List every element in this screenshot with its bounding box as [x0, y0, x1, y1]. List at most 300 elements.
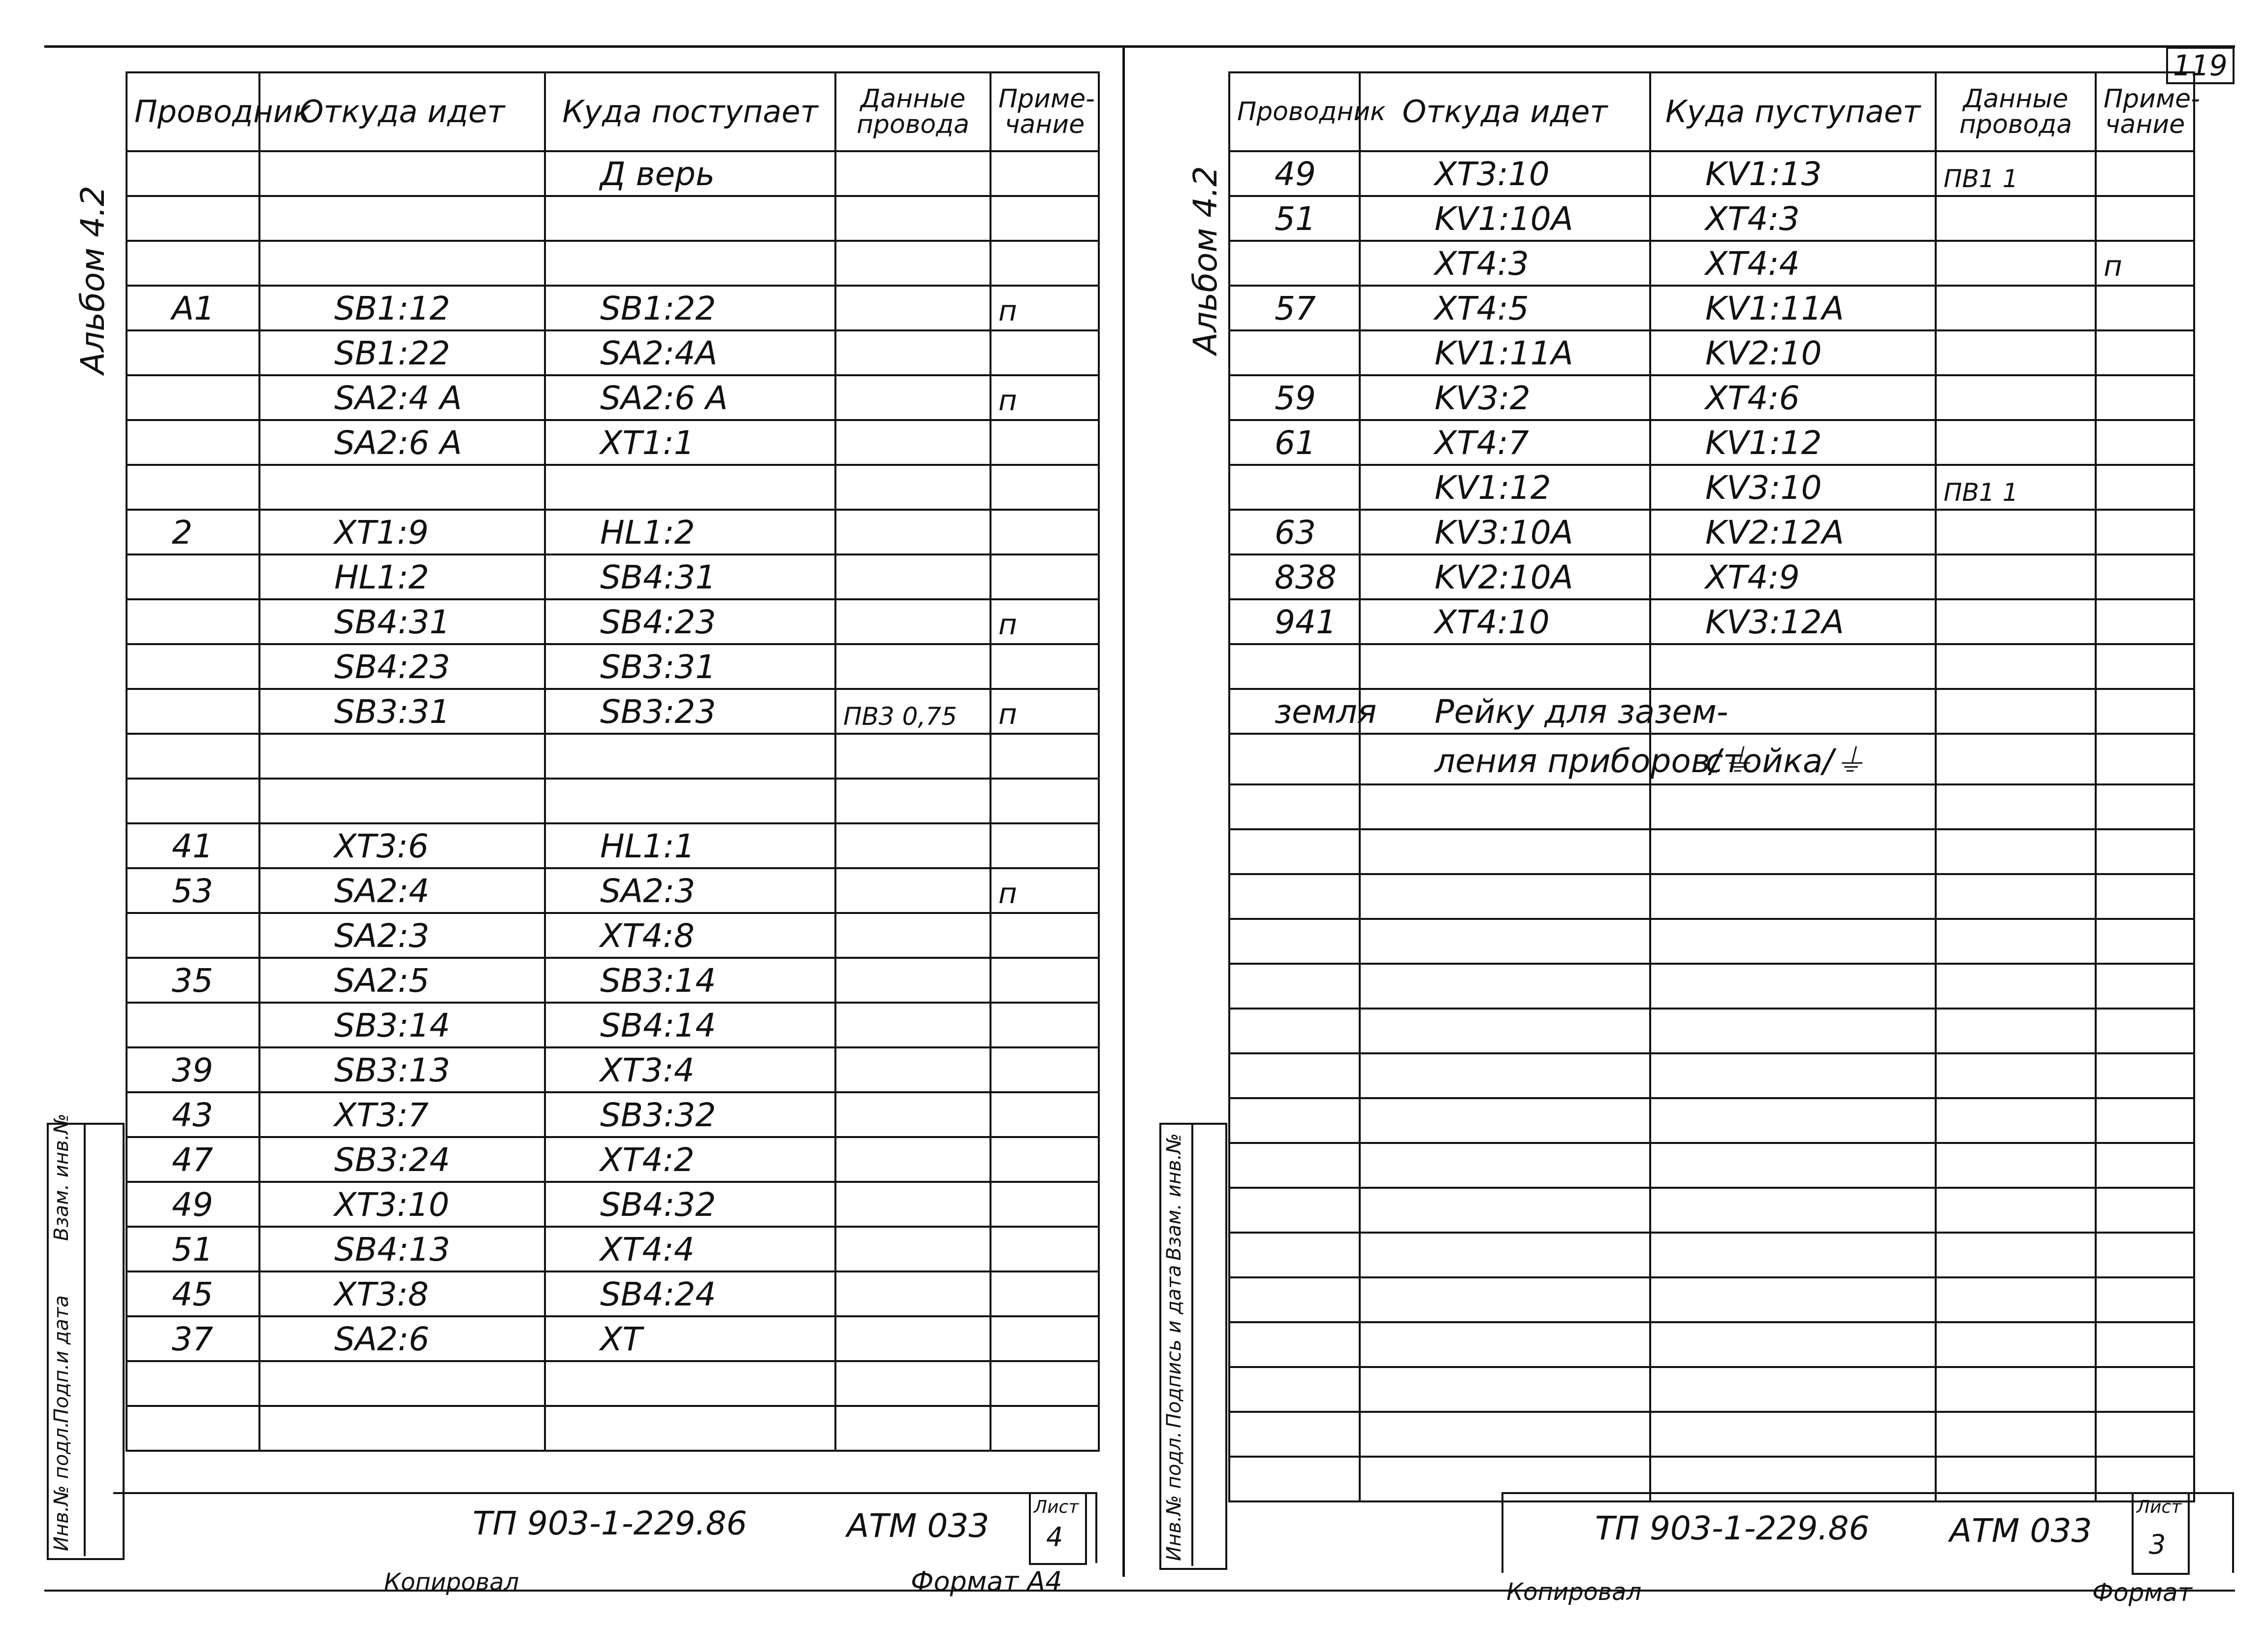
cell-wire-data [1936, 784, 2096, 829]
cell-to: XT1:1 [545, 420, 835, 465]
left-copied-label: Копировал [384, 1568, 519, 1596]
cell-wire-data [835, 1137, 990, 1182]
cell-conductor [127, 1003, 259, 1047]
table-row [127, 779, 1099, 823]
table-row [1229, 286, 2194, 330]
cell-from: XT3:7 [259, 1092, 545, 1137]
table-row [1229, 241, 2194, 286]
cell-conductor [127, 689, 259, 734]
cell-wire-data [835, 554, 990, 599]
table-row [1229, 1412, 2194, 1457]
cell-wire-data [1936, 599, 2096, 644]
cell-conductor [1229, 644, 1360, 689]
cell-wire-data [1936, 1098, 2096, 1143]
header-to: Куда пуступает [1650, 72, 1936, 151]
cell-wire-data [835, 1406, 990, 1451]
cell-from: SA2:4 А [259, 375, 545, 420]
left-label-inv: Инв.№ подл. [50, 1421, 73, 1551]
cell-wire-data [1936, 829, 2096, 874]
header-conductor: Проводник [1229, 72, 1360, 151]
table-row [1229, 1098, 2194, 1143]
cell-wire-data [1936, 1143, 2096, 1188]
cell-wire-data [1936, 919, 2096, 964]
table-row [127, 330, 1099, 375]
cell-from: KV1:11А [1360, 330, 1650, 375]
cell-conductor [127, 913, 259, 958]
cell-wire-data: ПВ1 1 [1936, 465, 2096, 510]
cell-conductor [1229, 1322, 1360, 1367]
cell-from: SA2:6 [259, 1316, 545, 1361]
cell-wire-data [835, 644, 990, 689]
cell-from: XT4:5 [1360, 286, 1650, 330]
cell-from: ления приборов/⏚ [1360, 734, 1650, 784]
table-row [127, 689, 1099, 734]
cell-conductor [1229, 241, 1360, 286]
cell-wire-data [835, 913, 990, 958]
cell-wire-data [835, 286, 990, 330]
cell-from: XT4:3 [1360, 241, 1650, 286]
cell-conductor: А1 [127, 286, 259, 330]
cell-from: KV1:12 [1360, 465, 1650, 510]
right-side-strip-divider [1191, 1123, 1193, 1566]
cell-conductor: 838 [1229, 554, 1360, 599]
cell-from [259, 241, 545, 286]
cell-wire-data [835, 330, 990, 375]
cell-conductor [127, 554, 259, 599]
cell-wire-data [1936, 644, 2096, 689]
cell-from: XT3:6 [259, 823, 545, 868]
cell-wire-data [1936, 964, 2096, 1009]
cell-from: SB1:22 [259, 330, 545, 375]
cell-note [990, 1361, 1099, 1406]
cell-from: SA2:4 [259, 868, 545, 913]
cell-wire-data [835, 599, 990, 644]
table-row [1229, 465, 2194, 510]
header-note: Приме-чание [990, 72, 1099, 151]
cell-wire-data [835, 1003, 990, 1047]
cell-note [2096, 330, 2194, 375]
cell-wire-data [1936, 689, 2096, 734]
cell-to: SB4:14 [545, 1003, 835, 1047]
cell-conductor [1229, 330, 1360, 375]
cell-conductor: 2 [127, 510, 259, 554]
table-row [127, 1361, 1099, 1406]
cell-from: KV3:10А [1360, 510, 1650, 554]
left-sheet-label: Лист [1034, 1497, 1079, 1517]
cell-to [1650, 784, 1936, 829]
cell-wire-data [1936, 1412, 2096, 1457]
cell-note [2096, 599, 2194, 644]
cell-note [990, 1092, 1099, 1137]
cell-conductor [1229, 1367, 1360, 1412]
right-copied-label: Копировал [1506, 1578, 1642, 1606]
cell-note [990, 1137, 1099, 1182]
table-row [1229, 1188, 2194, 1233]
cell-note [990, 958, 1099, 1003]
cell-from: XT1:9 [259, 510, 545, 554]
cell-note [2096, 1233, 2194, 1277]
cell-to: SB3:14 [545, 958, 835, 1003]
cell-from: SB1:12 [259, 286, 545, 330]
cell-note [990, 734, 1099, 779]
left-sheet-number: 4 [1046, 1522, 1063, 1553]
cell-to: XT4:3 [1650, 196, 1936, 241]
cell-from: XT3:8 [259, 1271, 545, 1316]
cell-to: KV3:12А [1650, 599, 1936, 644]
cell-wire-data [1936, 375, 2096, 420]
cell-conductor [127, 779, 259, 823]
table-row [127, 465, 1099, 510]
table-row [127, 913, 1099, 958]
cell-conductor: 37 [127, 1316, 259, 1361]
cell-wire-data [835, 1047, 990, 1092]
cell-note: п [990, 689, 1099, 734]
cell-note [2096, 689, 2194, 734]
cell-conductor [1229, 964, 1360, 1009]
cell-from: KV2:10А [1360, 554, 1650, 599]
cell-to [1650, 1009, 1936, 1053]
table-row [127, 734, 1099, 779]
cell-wire-data [1936, 286, 2096, 330]
cell-from: SB3:31 [259, 689, 545, 734]
cell-note [990, 1271, 1099, 1316]
table-row [1229, 784, 2194, 829]
cell-conductor [127, 420, 259, 465]
cell-note [990, 1047, 1099, 1092]
cell-note [2096, 286, 2194, 330]
cell-from [1360, 644, 1650, 689]
center-fold-line [1122, 45, 1125, 1577]
header-wire-data: Данные провода [1936, 72, 2096, 151]
cell-note: п [2096, 241, 2194, 286]
right-sheet-label: Лист [2137, 1497, 2182, 1517]
cell-wire-data [835, 1227, 990, 1271]
right-label-inv: Инв.№ подл. [1163, 1431, 1185, 1561]
cell-to: KV2:10 [1650, 330, 1936, 375]
cell-note [2096, 1188, 2194, 1233]
cell-conductor: 43 [127, 1092, 259, 1137]
cell-from: SB3:24 [259, 1137, 545, 1182]
cell-to: SB3:32 [545, 1092, 835, 1137]
cell-note [990, 779, 1099, 823]
cell-note [2096, 554, 2194, 599]
cell-to [1650, 964, 1936, 1009]
table-row [1229, 1277, 2194, 1322]
left-side-strip-divider [84, 1123, 86, 1556]
table-row [127, 1316, 1099, 1361]
right-wiring-table [1228, 71, 2200, 1502]
cell-to: SB1:22 [545, 286, 835, 330]
cell-note [990, 1316, 1099, 1361]
cell-note [990, 644, 1099, 689]
cell-from: SB4:13 [259, 1227, 545, 1271]
table-row [1229, 554, 2194, 599]
header-from: Откуда идет [1360, 72, 1650, 151]
cell-note [2096, 196, 2194, 241]
cell-wire-data [835, 420, 990, 465]
cell-to: SB4:31 [545, 554, 835, 599]
cell-to [1650, 1098, 1936, 1143]
cell-to: XT4:4 [1650, 241, 1936, 286]
cell-wire-data [835, 1092, 990, 1137]
cell-to [1650, 1233, 1936, 1277]
cell-to [1650, 1367, 1936, 1412]
cell-from: Рейку для зазем- [1360, 689, 1650, 734]
table-row [127, 1047, 1099, 1092]
cell-to [1650, 1322, 1936, 1367]
cell-note [2096, 1322, 2194, 1367]
cell-conductor: 51 [127, 1227, 259, 1271]
cell-wire-data: ПВ1 1 [1936, 151, 2096, 196]
cell-note [2096, 874, 2194, 919]
cell-note: п [990, 375, 1099, 420]
table-row [1229, 510, 2194, 554]
cell-from [1360, 1277, 1650, 1322]
cell-conductor [127, 465, 259, 510]
table-row [127, 1406, 1099, 1451]
cell-conductor: 49 [127, 1182, 259, 1227]
cell-to: SB4:23 [545, 599, 835, 644]
cell-from [1360, 874, 1650, 919]
cell-wire-data [835, 1182, 990, 1227]
cell-to [545, 779, 835, 823]
cell-conductor [1229, 1009, 1360, 1053]
cell-from: SA2:6 А [259, 420, 545, 465]
table-row [127, 823, 1099, 868]
cell-note [990, 1406, 1099, 1451]
cell-conductor: 47 [127, 1137, 259, 1182]
table-row [127, 1182, 1099, 1227]
cell-conductor [127, 734, 259, 779]
right-stamp-section: АТМ 033 [1949, 1512, 2092, 1550]
cell-to [545, 1361, 835, 1406]
cell-conductor: 41 [127, 823, 259, 868]
table-row [1229, 599, 2194, 644]
cell-conductor [127, 151, 259, 196]
page-number: 119 [2166, 47, 2235, 84]
cell-from [259, 779, 545, 823]
cell-to: KV1:13 [1650, 151, 1936, 196]
cell-to [1650, 1143, 1936, 1188]
cell-conductor: 35 [127, 958, 259, 1003]
cell-conductor [1229, 1457, 1360, 1501]
cell-conductor: земля [1229, 689, 1360, 734]
cell-conductor [1229, 919, 1360, 964]
cell-to: XT4:8 [545, 913, 835, 958]
cell-to: SA2:4А [545, 330, 835, 375]
cell-to: KV1:12 [1650, 420, 1936, 465]
cell-conductor [1229, 1412, 1360, 1457]
table-row [127, 286, 1099, 330]
bottom-border-line [44, 1590, 2235, 1592]
cell-from: SB3:13 [259, 1047, 545, 1092]
cell-to: SB4:24 [545, 1271, 835, 1316]
cell-from: KV3:2 [1360, 375, 1650, 420]
cell-to [1650, 1277, 1936, 1322]
cell-note [990, 554, 1099, 599]
cell-from [1360, 1009, 1650, 1053]
cell-wire-data [835, 868, 990, 913]
cell-note [2096, 644, 2194, 689]
cell-wire-data [835, 1361, 990, 1406]
cell-note [990, 420, 1099, 465]
cell-from [259, 465, 545, 510]
cell-note [2096, 510, 2194, 554]
cell-to [1650, 1412, 1936, 1457]
cell-wire-data [1936, 1053, 2096, 1098]
cell-conductor [1229, 1143, 1360, 1188]
cell-from: XT3:10 [259, 1182, 545, 1227]
cell-note [990, 196, 1099, 241]
cell-from: XT4:7 [1360, 420, 1650, 465]
cell-to [545, 465, 835, 510]
cell-note [2096, 964, 2194, 1009]
cell-from [1360, 1367, 1650, 1412]
table-row [1229, 964, 2194, 1009]
cell-from: XT4:10 [1360, 599, 1650, 644]
header-note: Приме-чание [2096, 72, 2194, 151]
cell-conductor: 941 [1229, 599, 1360, 644]
table-row [1229, 829, 2194, 874]
cell-note [990, 510, 1099, 554]
table-row [1229, 1053, 2194, 1098]
cell-to: SA2:3 [545, 868, 835, 913]
table-row [127, 151, 1099, 196]
cell-to: XT4:6 [1650, 375, 1936, 420]
cell-from [1360, 1188, 1650, 1233]
table-row [127, 1003, 1099, 1047]
cell-wire-data [1936, 241, 2096, 286]
table-row [127, 1137, 1099, 1182]
table-row [127, 420, 1099, 465]
cell-from [1360, 784, 1650, 829]
cell-note [990, 241, 1099, 286]
cell-from [259, 196, 545, 241]
table-row [1229, 689, 2194, 734]
table-row [127, 644, 1099, 689]
table-row [1229, 151, 2194, 196]
cell-wire-data [835, 241, 990, 286]
right-sheet-number: 3 [2149, 1529, 2166, 1560]
cell-wire-data [1936, 1188, 2096, 1233]
cell-note [2096, 151, 2194, 196]
cell-from [1360, 1053, 1650, 1098]
cell-wire-data [1936, 420, 2096, 465]
cell-wire-data [835, 1316, 990, 1361]
cell-from [1360, 964, 1650, 1009]
cell-to: KV3:10 [1650, 465, 1936, 510]
cell-from [1360, 1412, 1650, 1457]
cell-from [259, 151, 545, 196]
cell-wire-data [835, 510, 990, 554]
cell-to [1650, 874, 1936, 919]
cell-note [2096, 465, 2194, 510]
cell-conductor [127, 1406, 259, 1451]
table-row [127, 554, 1099, 599]
cell-note: п [990, 599, 1099, 644]
header-wire-data: Данные провода [835, 72, 990, 151]
table-row [127, 958, 1099, 1003]
table-row [1229, 375, 2194, 420]
cell-from: SB4:31 [259, 599, 545, 644]
cell-to: KV1:11А [1650, 286, 1936, 330]
table-row [1229, 644, 2194, 689]
cell-to [545, 1406, 835, 1451]
cell-conductor: 59 [1229, 375, 1360, 420]
cell-from: SB3:14 [259, 1003, 545, 1047]
cell-wire-data [1936, 1233, 2096, 1277]
left-wiring-table [126, 71, 1100, 1452]
cell-wire-data [835, 734, 990, 779]
cell-to: HL1:1 [545, 823, 835, 868]
table-row [1229, 1143, 2194, 1188]
cell-from [1360, 1098, 1650, 1143]
cell-to [545, 241, 835, 286]
left-stamp-section: АТМ 033 [847, 1507, 990, 1545]
table-row [1229, 420, 2194, 465]
cell-from [1360, 829, 1650, 874]
cell-conductor: 61 [1229, 420, 1360, 465]
cell-wire-data [1936, 196, 2096, 241]
cell-to: XT4:4 [545, 1227, 835, 1271]
cell-to [1650, 1188, 1936, 1233]
right-label-signature: Подпись и дата [1163, 1265, 1185, 1428]
cell-to: Д верь [545, 151, 835, 196]
cell-from: SA2:5 [259, 958, 545, 1003]
table-row [1229, 874, 2194, 919]
cell-note [990, 1003, 1099, 1047]
cell-to [545, 196, 835, 241]
header-conductor: Проводник [127, 72, 259, 151]
cell-conductor [127, 330, 259, 375]
cell-to [1650, 644, 1936, 689]
table-row [127, 868, 1099, 913]
cell-conductor [1229, 829, 1360, 874]
cell-conductor [127, 1361, 259, 1406]
table-row [127, 375, 1099, 420]
cell-conductor [1229, 1188, 1360, 1233]
table-row [127, 1271, 1099, 1316]
left-label-signature: Подп.и дата [50, 1295, 73, 1423]
cell-note [2096, 919, 2194, 964]
cell-conductor: 63 [1229, 510, 1360, 554]
cell-wire-data [1936, 510, 2096, 554]
cell-note [2096, 1277, 2194, 1322]
cell-conductor [127, 644, 259, 689]
cell-wire-data [835, 779, 990, 823]
top-border-line [44, 45, 2235, 48]
cell-wire-data [835, 465, 990, 510]
cell-wire-data [1936, 874, 2096, 919]
cell-note [990, 465, 1099, 510]
right-format-label: Формат [2092, 1578, 2192, 1607]
cell-note [2096, 734, 2194, 784]
cell-to: SB3:31 [545, 644, 835, 689]
cell-wire-data [1936, 554, 2096, 599]
table-row [1229, 1322, 2194, 1367]
cell-note [2096, 1098, 2194, 1143]
cell-note [2096, 420, 2194, 465]
cell-from: KV1:10А [1360, 196, 1650, 241]
cell-from: XT3:10 [1360, 151, 1650, 196]
table-row [127, 1227, 1099, 1271]
left-label-replace: Взам. инв.№ [50, 1113, 73, 1241]
cell-wire-data [835, 1271, 990, 1316]
cell-wire-data [835, 958, 990, 1003]
cell-conductor [127, 599, 259, 644]
cell-wire-data [835, 823, 990, 868]
cell-conductor [1229, 784, 1360, 829]
